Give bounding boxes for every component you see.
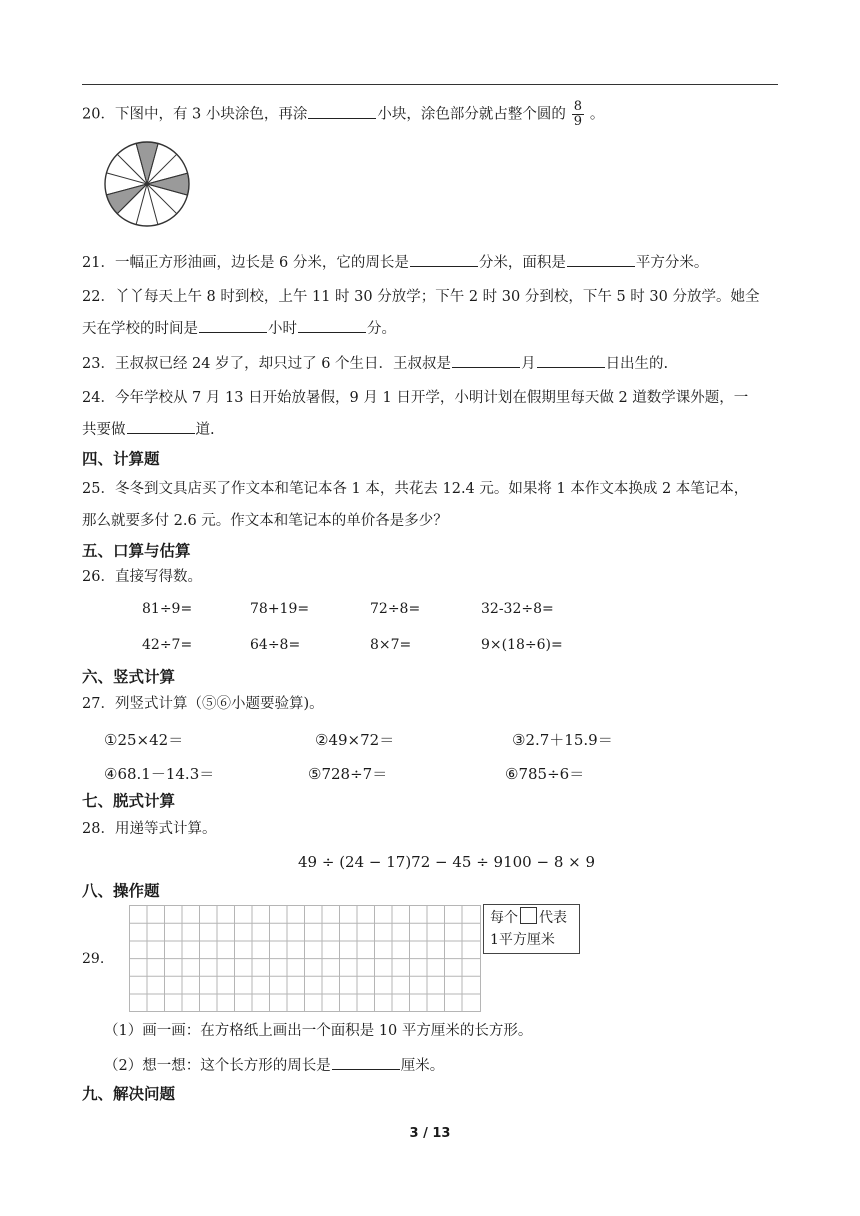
answer-blank[interactable] (452, 353, 520, 368)
question-25-line1: 25．冬冬到文具店买了作文本和笔记本各 1 本，共花去 12.4 元。如果将 1 本作文本换成 2 本笔记本， (82, 481, 749, 497)
question-29-sub2 (104, 1055, 444, 1076)
section-heading-8: 八、操作题 (82, 882, 160, 900)
oral-calc-item: 8×7= (370, 637, 412, 653)
oral-calc-item: 81÷9= (142, 601, 193, 617)
answer-blank[interactable] (332, 1055, 400, 1070)
answer-blank[interactable] (308, 104, 376, 119)
q22-text-mid: 小时 (268, 321, 297, 337)
grid-legend (483, 904, 580, 954)
question-29-sub1: （1）画一画：在方格纸上画出一个面积是 10 平方厘米的长方形。 (104, 1023, 533, 1039)
page-number: 3 / 13 (409, 1126, 451, 1141)
grid-paper[interactable] (129, 905, 481, 1012)
oral-calc-item: 72÷8= (370, 601, 421, 617)
fraction-numerator: 8 (573, 99, 583, 114)
legend-text: 每个 (490, 910, 518, 926)
fraction-denominator: 9 (573, 114, 583, 129)
oral-calc-item: 78+19= (250, 601, 310, 617)
shaded-sector (136, 142, 158, 184)
question-28-prompt: 28．用递等式计算。 (82, 821, 217, 837)
question-29-number: 29. (82, 951, 105, 967)
shaded-sector (147, 173, 189, 195)
vertical-calc-item: ③2.7＋15.9＝ (512, 731, 613, 749)
question-21 (82, 252, 708, 273)
q20-text-after: 小块，涂色部分就占整个圆的 (377, 106, 566, 123)
vertical-calc-item: ⑥785÷6＝ (505, 765, 585, 783)
oral-calc-item: 9×(18÷6)= (481, 637, 563, 653)
q24-text-after: 道. (195, 422, 215, 438)
q22-text-after: 分。 (367, 321, 396, 337)
question-20 (82, 100, 604, 129)
question-25-line2: 那么就要多付 2.6 元。作文本和笔记本的单价各是多少？ (82, 513, 448, 529)
oral-calc-item: 42÷7= (142, 637, 193, 653)
answer-blank[interactable] (127, 419, 195, 434)
vertical-calc-item: ②49×72＝ (315, 731, 395, 749)
section-heading-9: 九、解决问题 (82, 1085, 176, 1103)
math-expression: 49 ÷ (24 − 17)72 − 45 ÷ 9100 − 8 × 9 (298, 853, 596, 871)
vertical-calc-item: ④68.1－14.3＝ (104, 765, 215, 783)
q20-text: 20．下图中，有 3 小块涂色，再涂 (82, 106, 308, 123)
legend-unit: 1平方厘米 (490, 932, 555, 948)
vertical-calc-item: ⑤728÷7＝ (308, 765, 388, 783)
question-27-prompt: 27．列竖式计算（⑤⑥小题要验算)。 (82, 696, 324, 712)
q20-end: 。 (589, 106, 605, 123)
q21-text: 21．一幅正方形油画，边长是 6 分米，它的周长是 (82, 255, 409, 271)
q23-text-after: 日出生的. (605, 356, 669, 372)
section-heading-5: 五、口算与估算 (82, 542, 191, 560)
q29-sub2-after: 厘米。 (400, 1058, 445, 1074)
q24-text: 共要做 (82, 422, 126, 438)
question-24-line1: 24．今年学校从 7 月 13 日开始放暑假，9 月 1 日开学，小明计划在假期里每天做 2 道数学课外题，一 (82, 390, 749, 406)
header-rule (82, 84, 778, 85)
answer-blank[interactable] (410, 252, 478, 267)
shaded-sector (106, 184, 147, 214)
fraction-8-9 (572, 100, 584, 129)
question-23 (82, 353, 668, 374)
legend-text: 代表 (539, 910, 567, 926)
q21-text-after: 平方分米。 (635, 255, 709, 271)
unit-square-icon (520, 907, 537, 924)
question-26-prompt: 26．直接写得数。 (82, 569, 202, 585)
q22-text: 天在学校的时间是 (82, 321, 198, 337)
q23-text-mid: 月 (521, 356, 536, 372)
q29-sub2-text: （2）想一想：这个长方形的周长是 (104, 1058, 331, 1074)
section-heading-4: 四、计算题 (82, 450, 160, 468)
question-24-line2 (82, 419, 215, 440)
answer-blank[interactable] (298, 318, 366, 333)
answer-blank[interactable] (567, 252, 635, 267)
section-heading-7: 七、脱式计算 (82, 792, 176, 810)
answer-blank[interactable] (537, 353, 605, 368)
question-22-line2 (82, 318, 396, 339)
vertical-calc-item: ①25×42＝ (104, 731, 184, 749)
divided-circle-figure (104, 141, 190, 227)
answer-blank[interactable] (199, 318, 267, 333)
q21-text-mid: 分米，面积是 (478, 255, 566, 271)
oral-calc-item: 32-32÷8= (481, 601, 554, 617)
oral-calc-item: 64÷8= (250, 637, 301, 653)
q23-text: 23．王叔叔已经 24 岁了，却只过了 6 个生日．王叔叔是 (82, 356, 452, 372)
section-heading-6: 六、竖式计算 (82, 668, 176, 686)
question-22-line1: 22．丫丫每天上午 8 时到校，上午 11 时 30 分放学；下午 2 时 30 分到校，下午 5 时 30 分放学。她全 (82, 289, 760, 305)
